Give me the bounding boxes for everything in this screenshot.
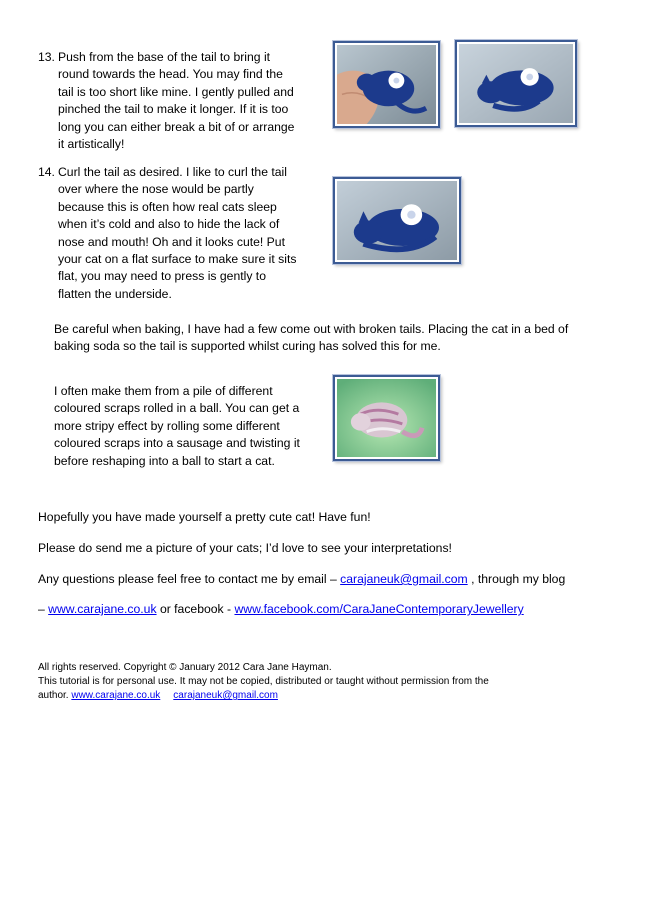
step-13-line: tail is too short like mine. I gently pulled and [58, 84, 294, 99]
baking-note-line: baking soda so the tail is supported whilst curing has solved this for me. [54, 339, 441, 354]
step-13-line: pinched the tail to make it longer. If it is too [58, 102, 289, 117]
step-14-line: flat, you may need to press is gently to [58, 269, 266, 284]
footer-usage: This tutorial is for personal use. It may not be copied, distributed or taught without permission from the [38, 676, 489, 687]
blog-link[interactable]: www.carajane.co.uk [48, 602, 157, 616]
closing-send-picture: Please do send me a picture of your cats; I’d love to see your interpretations! [38, 541, 452, 555]
step-14-line: nose and mouth! Oh and it looks cute! Put [58, 234, 285, 249]
step-14-line: because this is often how real cats sleep [58, 199, 277, 214]
step-14-line: your cat on a flat surface to make sure it sits [58, 252, 297, 266]
footer-author-prefix: author. [38, 690, 72, 701]
baking-note-line: Be careful when baking, I have had a few come out with broken tails. Placing the cat in a bed of [54, 322, 569, 336]
facebook-link[interactable]: www.facebook.com/CaraJaneContemporaryJewellery [234, 602, 524, 616]
contact-prefix: Any questions please feel free to contact me by email – [38, 572, 341, 586]
scraps-note-line: coloured scraps rolled in a ball. You can get a [54, 401, 300, 416]
scraps-note-line: I often make them from a pile of different [54, 384, 273, 398]
step-14-line: over where the nose would be partly [58, 182, 254, 197]
links-mid: or facebook - [156, 602, 235, 616]
email-link[interactable]: carajaneuk@gmail.com [340, 572, 468, 586]
step-13-number: 13. [38, 50, 55, 64]
scraps-note-line: coloured scraps into a sausage and twisting it [54, 436, 300, 451]
footer-copyright: All rights reserved. Copyright © January 2012 Cara Jane Hayman. [38, 662, 332, 673]
closing-have-fun: Hopefully you have made yourself a pretty cute cat! Have fun! [38, 510, 371, 524]
cat-stripy-photo [333, 375, 440, 461]
closing-contact [38, 571, 565, 588]
scraps-note-line: more stripy effect by rolling some different [54, 418, 280, 433]
step-14-line: Curl the tail as desired. I like to curl the tail [58, 165, 287, 179]
closing-links [38, 601, 524, 618]
footer-blog-link[interactable]: www.carajane.co.uk [71, 690, 161, 701]
footer-links [38, 689, 278, 702]
step-13-line: Push from the base of the tail to bring it [58, 50, 271, 64]
step-14-line: flatten the underside. [58, 286, 172, 301]
cat-in-hand-photo [333, 41, 440, 128]
step-13-line: it artistically! [58, 137, 125, 151]
scraps-note-line: before reshaping into a ball to start a cat. [54, 453, 275, 468]
cat-curled-tail-photo [333, 177, 461, 264]
footer-email-link[interactable]: carajaneuk@gmail.com [173, 690, 278, 701]
step-14-line: when it’s cold and also to hide the lack of [58, 217, 280, 232]
cat-tail-round-photo [455, 40, 577, 127]
step-14-number: 14. [38, 165, 55, 179]
links-prefix: – [38, 602, 49, 616]
step-13-line: long you can either break a bit of or arrange [58, 119, 295, 134]
contact-suffix: , through my blog [467, 572, 566, 586]
step-13-line: round towards the head. You may find the [58, 67, 283, 82]
